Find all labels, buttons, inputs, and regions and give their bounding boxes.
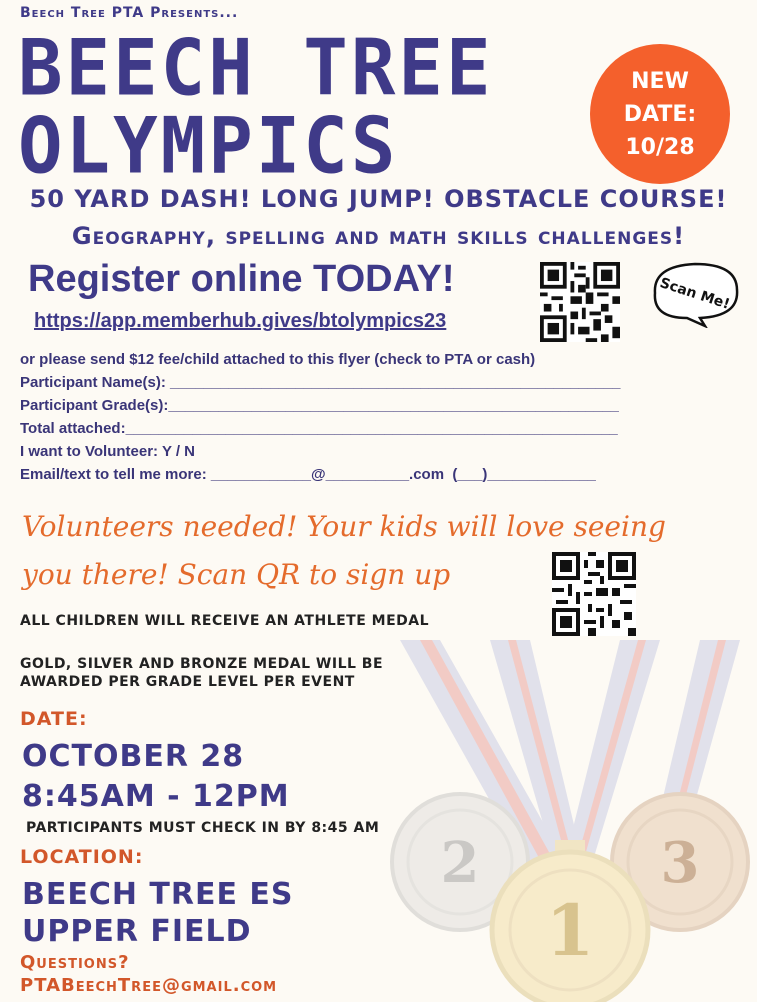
volunteer-choice-field[interactable]: I want to Volunteer: Y / N	[20, 443, 196, 460]
event-date: OCTOBER 28	[22, 739, 245, 774]
events-line-1: 50 YARD DASH! LONG JUMP! OBSTACLE COURSE!	[29, 185, 728, 213]
check-in-note: PARTICIPANTS MUST CHECK IN BY 8:45 AM	[26, 820, 380, 836]
badge-line-3: 10/28	[625, 134, 695, 160]
presents-text: Beech Tree PTA Presents...	[20, 5, 239, 21]
athlete-medal-note: ALL CHILDREN WILL RECEIVE AN ATHLETE MEDAL	[20, 613, 430, 629]
date-label: DATE:	[20, 708, 88, 730]
bronze-medal-number: 3	[660, 830, 700, 896]
new-date-badge	[590, 44, 730, 184]
volunteer-line-1: Volunteers needed! Your kids will love seeing	[22, 510, 666, 543]
medals-illustration	[390, 640, 757, 1002]
form-fee-note: or please send $12 fee/child attached to this flyer (check to PTA or cash)	[20, 351, 536, 368]
registration-form	[20, 348, 621, 486]
contact-email-link[interactable]: PTABeechTree@gmail.com	[20, 975, 278, 996]
award-note-line-1: GOLD, SILVER AND BRONZE MEDAL WILL BE	[20, 656, 384, 672]
event-time: 8:45AM - 12PM	[22, 779, 290, 814]
award-note	[20, 655, 383, 691]
location-line-1: BEECH TREE ES	[22, 877, 294, 912]
volunteer-line-2: you there! Scan QR to sign up	[22, 558, 451, 591]
registration-qr-code-icon[interactable]	[540, 262, 620, 342]
badge-line-2: DATE:	[623, 101, 697, 127]
silver-medal-number: 2	[440, 830, 480, 896]
title-line-2: OLYMPICS	[18, 100, 399, 192]
scan-me-text: Scan Me!	[657, 275, 732, 313]
location-line-2: UPPER FIELD	[22, 914, 252, 949]
participant-name-field[interactable]: Participant Name(s): ______________________________________________________	[20, 374, 621, 391]
badge-line-1: NEW	[631, 68, 689, 94]
email-text-field[interactable]: Email/text to tell me more: ____________@__________.com (___)_____________	[20, 466, 596, 483]
scan-me-bubble-icon	[645, 258, 745, 328]
gold-medal-number: 1	[545, 889, 595, 972]
total-attached-field[interactable]: Total attached:___________________________________________________________	[20, 420, 618, 437]
volunteer-qr-code-icon[interactable]	[552, 552, 636, 636]
title-line-1: BEECH TREE	[18, 22, 494, 114]
events-line-2: Geography, spelling and math skills challenges!	[71, 222, 686, 250]
award-note-line-2: AWARDED PER GRADE LEVEL PER EVENT	[20, 674, 355, 690]
registration-link[interactable]: https://app.memberhub.gives/btolympics23	[34, 310, 447, 332]
register-heading: Register online TODAY!	[28, 258, 455, 300]
participant-grade-field[interactable]: Participant Grade(s):______________________________________________________	[20, 397, 619, 414]
questions-label: Questions?	[20, 952, 130, 973]
location-label: LOCATION:	[20, 846, 144, 868]
